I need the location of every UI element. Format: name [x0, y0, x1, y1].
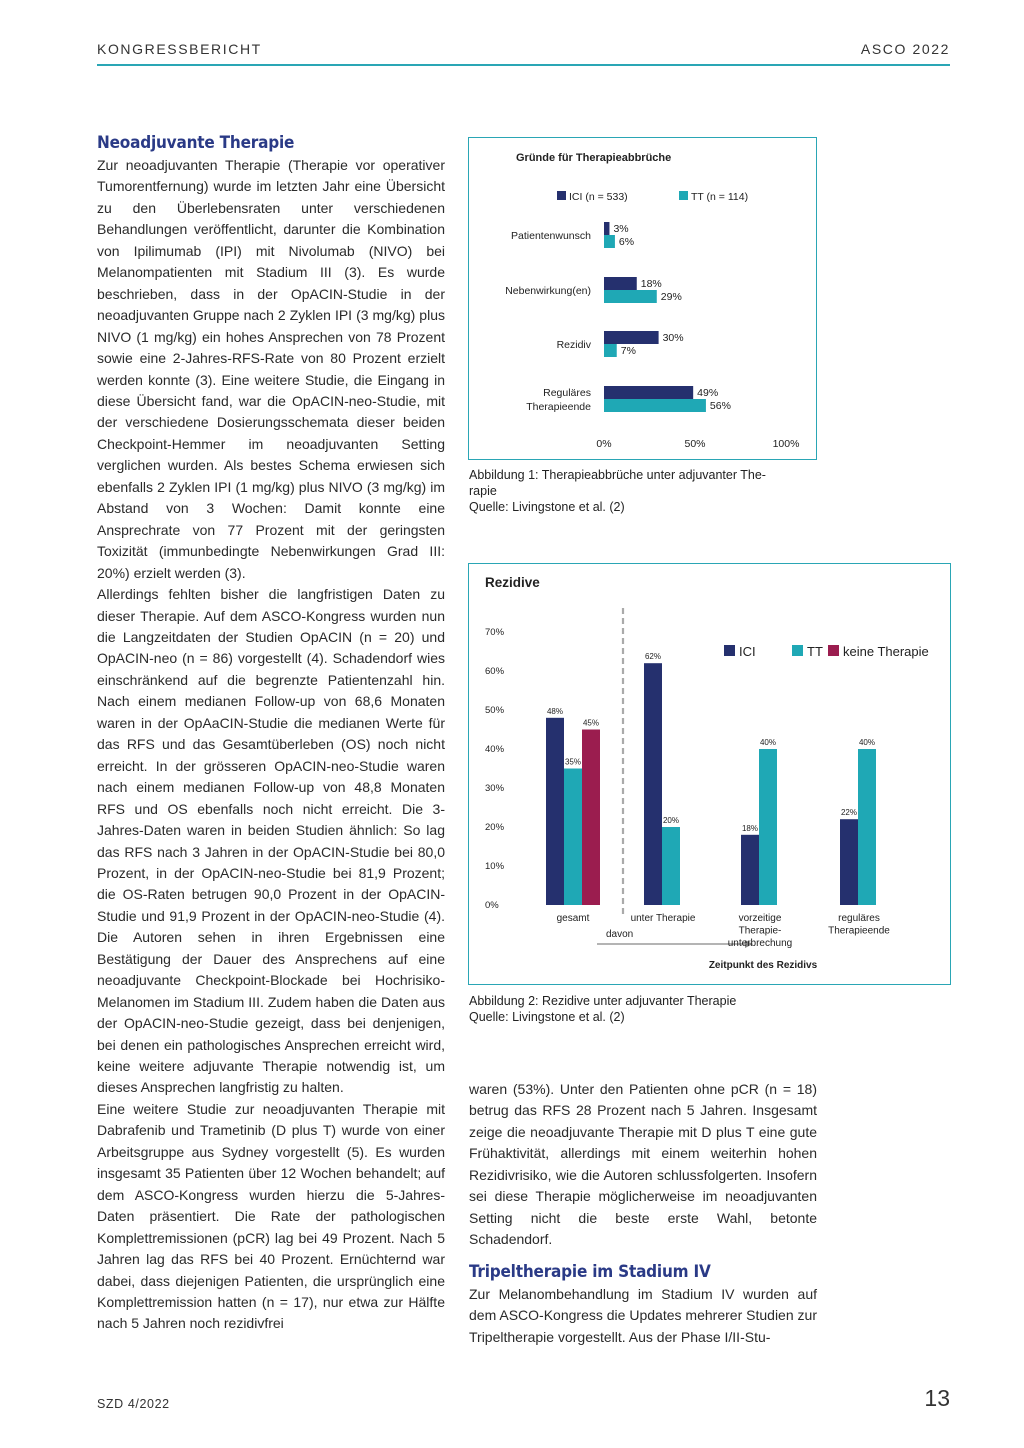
data-label: 48% — [546, 706, 564, 716]
y-tick-label: 50% — [485, 705, 505, 716]
bar-tt — [604, 235, 615, 248]
legend-swatch — [679, 191, 688, 200]
bar-tt — [858, 749, 876, 905]
figure-1-chart — [469, 138, 816, 459]
category-label: gesamt — [556, 913, 590, 924]
legend-label: ICI (n = 533) — [569, 191, 628, 203]
x-tick-label: 50% — [684, 438, 706, 450]
figure-1-caption — [469, 467, 819, 515]
category-label: Therapieende — [526, 401, 591, 413]
figure-2-frame — [468, 563, 951, 985]
bar-tt — [662, 827, 680, 905]
header-rule — [97, 64, 950, 66]
body-paragraph: Zur Melanombehandlung im Stadium IV wurden auf dem ASCO-Kongress die Updates mehrerer Studien zur Tripeltherapie vorgestellt. Aus der Phase I/II-Stu- — [469, 1285, 817, 1345]
data-label: 62% — [644, 652, 662, 662]
data-label: 7% — [620, 345, 636, 357]
x-axis-label: Zeitpunkt des Rezidivs — [708, 960, 818, 971]
davon-label: davon — [606, 929, 634, 940]
figure-2-caption — [469, 993, 949, 1025]
data-label: 45% — [582, 718, 600, 728]
legend-label: keine Therapie — [843, 644, 929, 659]
data-label: 40% — [759, 738, 777, 747]
data-label: 20% — [662, 816, 680, 825]
page-number: 13 — [924, 1385, 950, 1411]
figure-1-caption-line: rapie — [469, 484, 497, 498]
figure-2-chart — [469, 564, 950, 984]
category-label: Reguläres — [543, 387, 591, 399]
data-label: 30% — [662, 332, 684, 344]
bar-tt — [604, 344, 617, 357]
body-paragraph: Allerdings fehlten bisher die langfristigen Daten zu dieser Therapie. Auf dem ASCO-Kongress wurden nun die Langzeitdaten der Studien OpACIN (n = 20) und OpACIN-neo (n = 86) vorgestellt (4). Schadendorf wies einschränkend auf die begrenzte Patientenzahl hin. Nach einem medianen Follow-up von 68,6 Monaten waren in der OpAaCIN-Studie die medianen Werte für das RFS und das Gesamtüberleben (OS) noch nicht erreicht. In der grösseren OpACIN-neo-Studie waren nach einem medianen Follow-up von 48,8 Monaten RFS und OS ebenfalls noch nicht erreicht. Die 3-Jahres-Daten waren in beiden Studien ähnlich: So lag das RFS nach 3 Jahren in der OpACIN-Studie bei 80,0 Prozent, in der OpACIN-neo-Studie bei 81,9 Prozent; die OS-Raten betrugen 90,0 Prozent in der OpACIN-Studie und 91,9 Prozent in der OpACIN-neo-Studie (4). Die Autoren sehen in ihren Ergebnissen eine Bestätigung der Dauer des Ansprechens auf eine neoadjuvante Checkpoint-Blockade bei Hochrisiko-Melanomen im Stadium III. Zudem haben die Daten aus der OpACIN-neo-Studie gezeigt, dass bei denjenigen, bei denen ein pathologisches Ansprechen erreicht wird, keine weitere adjuvante Therapie notwendig ist, um dieses Ansprechen langfristig zu halten. — [97, 586, 445, 1096]
legend-swatch — [557, 191, 566, 200]
body-paragraph: Zur neoadjuvanten Therapie (Therapie vor operativer Tumorentfernung) wurde im letzten Jahr eine Übersicht zu den Überlebensraten unter verschiedenen Behandlungen veröffentlicht, darunter die Kombination von Ipilimumab (IPI) mit Nivolumab (NIVO) bei Melanompatienten mit Stadium III (3). Es wurde beschrieben, dass in der OpACIN-Studie in der neoadjuvanten Gruppe nach 2 Zyklen IPI (3 mg/kg) plus NIVO (1 mg/kg) ein hohes Ansprechen von 78 Prozent sowie eine 2-Jahres-RFS-Rate von 80 Prozent erzielt werden konnte (3). Eine weitere Studie, die Eingang in diese Übersicht fand, war die OpACIN-neo-Studie, mit der verschiedene Dosierungsschemata dieser beiden Checkpoint-Hemmer im neoadjuvanten Setting verglichen wurden. Als bestes Schema erwiesen sich ebenfalls 2 Zyklen IPI (1 mg/kg) plus NIVO (3 mg/kg) im Abstand von 3 Wochen: Damit konnte eine Ansprechrate von 77 Prozent mit der geringsten Toxizität (immunbedingte Nebenwirkungen Grad III: 20%) erzielt werden (3). — [97, 157, 445, 581]
category-label: Therapieende — [828, 925, 890, 937]
bar-keine-therapie — [582, 730, 600, 906]
legend-label: TT — [807, 644, 823, 659]
x-tick-label: 0% — [596, 438, 612, 450]
data-label: 6% — [618, 236, 635, 248]
data-label: 29% — [660, 291, 682, 303]
y-tick-label: 30% — [485, 783, 505, 794]
data-label: 3% — [613, 223, 629, 235]
category-label: unterbrechung — [727, 938, 793, 949]
chart-title: Rezidive — [485, 575, 540, 590]
section-heading-neoadjuvant: Neoadjuvante Therapie — [97, 133, 295, 153]
data-label: 56% — [709, 400, 731, 412]
body-paragraph: Eine weitere Studie zur neoadjuvanten Therapie mit Dabrafenib und Trametinib (D plus T) wurde von einer Arbeitsgruppe aus Sydney vorgestellt (5). Es wurden insgesamt 35 Patienten über 12 Wochen behandelt; auf dem ASCO-Kongress wurden hierzu die 5-Jahres-Daten präsentiert. Die Rate der pathologischen Komplettremissionen (pCR) lag bei 49 Prozent. Nach 5 Jahren lag das RFS bei 40 Prozent. Ernüchternd war dabei, dass diejenigen Patienten, die ursprünglich eine Komplettremission hatten (n = 17), nur etwa zur Hälfte nach 5 Jahren noch rezidivfrei — [97, 1100, 445, 1332]
y-tick-label: 10% — [485, 861, 505, 872]
bar-tt — [604, 290, 657, 303]
chart-title: Gründe für Therapieabbrüche — [516, 152, 672, 164]
category-label: reguläres — [838, 913, 880, 924]
y-tick-label: 60% — [485, 666, 505, 677]
bar-ici — [741, 835, 759, 905]
figure-1-frame — [468, 137, 817, 460]
bar-ici — [604, 331, 659, 344]
category-label: Patientenwunsch — [511, 230, 591, 242]
data-label: 49% — [697, 387, 719, 399]
category-label: unter Therapie — [630, 913, 696, 924]
bar-ici — [604, 386, 693, 399]
y-tick-label: 20% — [485, 822, 505, 833]
legend-label: ICI — [739, 644, 756, 659]
bar-tt — [759, 749, 777, 905]
bar-ici — [644, 663, 662, 905]
bar-ici — [840, 819, 858, 905]
left-column — [97, 131, 445, 1335]
category-label: Therapie- — [738, 925, 782, 937]
footer-issue: SZD 4/2022 — [97, 1397, 170, 1411]
figure-2-source: Quelle: Livingstone et al. (2) — [469, 1010, 625, 1024]
bar-ici — [546, 718, 564, 905]
running-header-section: KONGRESSBERICHT — [97, 41, 262, 57]
data-label: 22% — [840, 808, 858, 818]
bar-ici — [604, 222, 609, 235]
data-label: 35% — [564, 757, 582, 767]
legend-swatch — [828, 645, 839, 656]
category-label: Nebenwirkung(en) — [505, 285, 591, 297]
bar-tt — [604, 399, 706, 412]
y-tick-label: 40% — [485, 744, 505, 755]
legend-swatch — [724, 645, 735, 656]
y-tick-label: 0% — [485, 900, 499, 911]
legend-swatch — [792, 645, 803, 656]
data-label: 18% — [741, 823, 759, 833]
bar-tt — [564, 769, 582, 906]
data-label: 18% — [640, 278, 662, 290]
legend-label: TT (n = 114) — [691, 191, 749, 203]
category-label: vorzeitige — [738, 913, 782, 924]
figure-1-caption-line: Abbildung 1: Therapieabbrüche unter adjuvanter The- — [469, 468, 766, 482]
data-label: 40% — [858, 738, 876, 747]
category-label: Rezidiv — [556, 339, 591, 351]
section-heading-tripeltherapie: Tripeltherapie im Stadium IV — [469, 1261, 711, 1282]
figure-2-caption-line: Abbildung 2: Rezidive unter adjuvanter Therapie — [469, 994, 737, 1008]
body-paragraph: waren (53%). Unter den Patienten ohne pCR (n = 18) betrug das RFS 28 Prozent nach 5 Jahren. Insgesamt zeige die neoadjuvante Therapie mit D plus T eine gute Frühaktivität, allerdings mit einem weiterhin hohen Rezidivrisiko, wie die Autoren schlussfolgerten. Insofern sei diese Therapie möglicherweise im neoadjuvanten Setting nicht die beste erste Wahl, betonte Schadendorf. — [469, 1081, 817, 1248]
running-header-issue: ASCO 2022 — [860, 41, 950, 57]
x-tick-label: 100% — [772, 438, 800, 450]
figure-1-source: Quelle: Livingstone et al. (2) — [469, 500, 625, 514]
right-column — [469, 1079, 817, 1348]
bar-ici — [604, 277, 637, 290]
y-tick-label: 70% — [485, 627, 505, 638]
